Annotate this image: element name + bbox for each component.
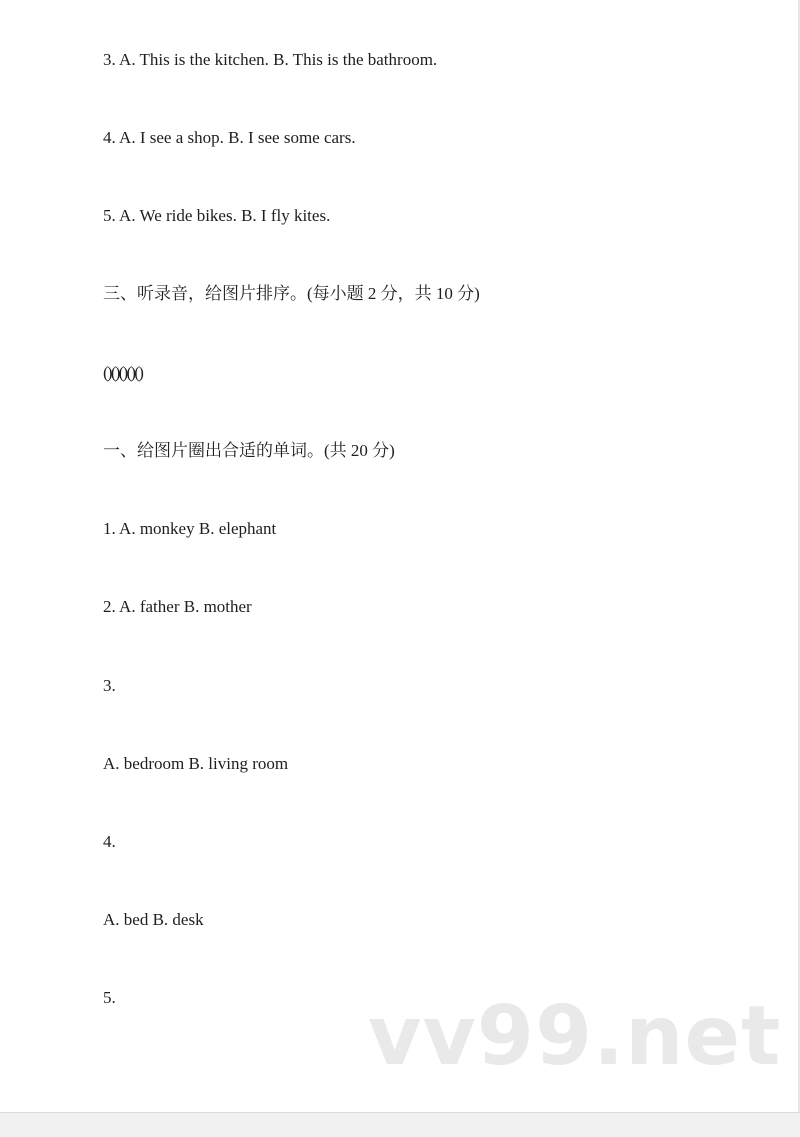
page-bottom-bar — [0, 1112, 800, 1137]
question-4-options: A. bed B. desk — [103, 910, 204, 929]
question-4-number: 4. — [103, 832, 116, 851]
question-2-options: 2. A. father B. mother — [103, 597, 252, 616]
answer-brackets: ( ) ( ) ( ) ( ) ( ) — [103, 363, 141, 382]
question-3-options: A. bedroom B. living room — [103, 754, 289, 773]
question-5-number: 5. — [103, 988, 116, 1007]
section-3-heading: 三、听录音，给图片排序。(每小题 2 分，共 10 分) — [103, 284, 480, 303]
question-5-listening: 5. A. We ride bikes. B. I fly kites. — [103, 206, 331, 225]
question-3-number: 3. — [103, 676, 116, 695]
question-4-listening: 4. A. I see a shop. B. I see some cars. — [103, 128, 356, 147]
section-1-heading: 一、给图片圈出合适的单词。(共 20 分) — [103, 441, 395, 460]
question-1-options: 1. A. monkey B. elephant — [103, 519, 277, 538]
question-3-listening: 3. A. This is the kitchen. B. This is the bathroom. — [103, 50, 438, 69]
watermark: vv99.net — [368, 989, 782, 1084]
